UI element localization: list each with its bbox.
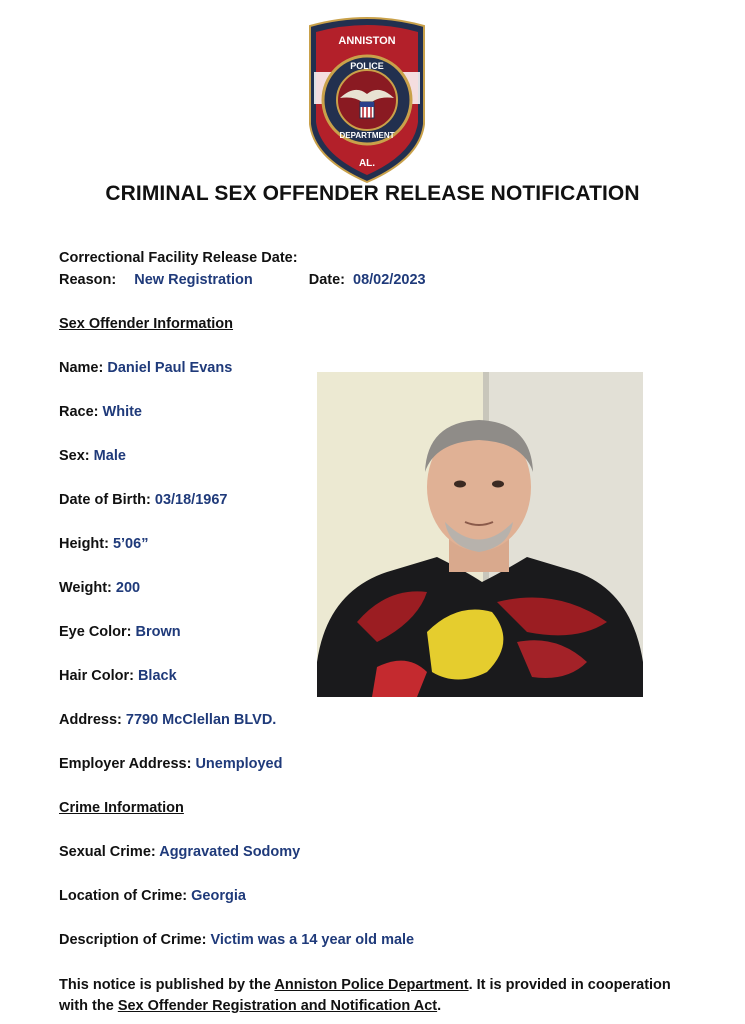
employer-row: [59, 756, 282, 772]
release-reason-row: [59, 272, 426, 288]
hair-row: [59, 668, 177, 684]
sorna-link[interactable]: Sex Offender Registration and Notification Act: [117, 998, 438, 1014]
sexual-crime-value: Aggravated Sodomy: [159, 844, 301, 860]
offender-section-heading: Sex Offender Information: [59, 316, 234, 332]
footer-notice: [59, 975, 699, 1017]
dob-row: [59, 492, 227, 508]
employer-label: Employer Address:: [59, 756, 192, 772]
weight-value: 200: [115, 580, 141, 596]
anniston-pd-link[interactable]: Anniston Police Department: [274, 977, 469, 993]
employer-value: Unemployed: [195, 756, 283, 772]
date-value: 08/02/2023: [353, 272, 426, 288]
address-label: Address:: [59, 712, 122, 728]
reason-value: New Registration: [134, 272, 253, 288]
crime-description-label: Description of Crime:: [59, 932, 207, 948]
eye-label: Eye Color:: [59, 624, 132, 640]
date-label: Date:: [308, 272, 345, 288]
weight-row: [59, 580, 140, 596]
crime-location-value: Georgia: [191, 888, 246, 904]
eye-row: [59, 624, 181, 640]
crime-location-row: [59, 888, 246, 904]
address-row: [59, 712, 276, 728]
offender-photo: [317, 372, 643, 697]
sexual-crime-label: Sexual Crime:: [59, 844, 156, 860]
height-value: 5’06”: [112, 536, 149, 552]
race-row: [59, 404, 142, 420]
badge-mid-text: POLICE: [350, 61, 384, 71]
dob-value: 03/18/1967: [154, 492, 228, 508]
name-value: Daniel Paul Evans: [107, 360, 233, 376]
eye-value: Brown: [135, 624, 181, 640]
badge-top-text: ANNISTON: [338, 35, 396, 47]
release-date-label: Correctional Facility Release Date:: [59, 250, 298, 266]
address-value: 7790 McClellan BLVD.: [125, 712, 277, 728]
crime-location-label: Location of Crime:: [59, 888, 188, 904]
height-label: Height:: [59, 536, 109, 552]
crime-description-value: Victim was a 14 year old male: [210, 932, 415, 948]
footer-text-3: .: [437, 998, 442, 1014]
race-label: Race:: [59, 404, 99, 420]
name-label: Name:: [59, 360, 104, 376]
sex-label: Sex:: [59, 448, 90, 464]
sex-value: Male: [93, 448, 126, 464]
height-row: [59, 536, 148, 552]
sex-row: [59, 448, 126, 464]
sexual-crime-row: [59, 844, 300, 860]
crime-description-row: [59, 932, 414, 948]
hair-value: Black: [137, 668, 177, 684]
reason-label: Reason:: [59, 272, 117, 288]
crime-section-heading: Crime Information: [59, 800, 184, 816]
badge-state-text: AL.: [358, 158, 376, 169]
dob-label: Date of Birth:: [59, 492, 151, 508]
weight-label: Weight:: [59, 580, 112, 596]
footer-text-2: . It is provided in cooperation with the: [59, 977, 671, 1014]
footer-text-1: This notice is published by the: [59, 977, 275, 993]
police-badge-logo: [300, 14, 434, 184]
name-row: [59, 360, 232, 376]
race-value: White: [102, 404, 142, 420]
page-title: CRIMINAL SEX OFFENDER RELEASE NOTIFICATION: [105, 182, 640, 205]
hair-label: Hair Color:: [59, 668, 134, 684]
badge-lower-text: DEPARTMENT: [339, 131, 395, 140]
